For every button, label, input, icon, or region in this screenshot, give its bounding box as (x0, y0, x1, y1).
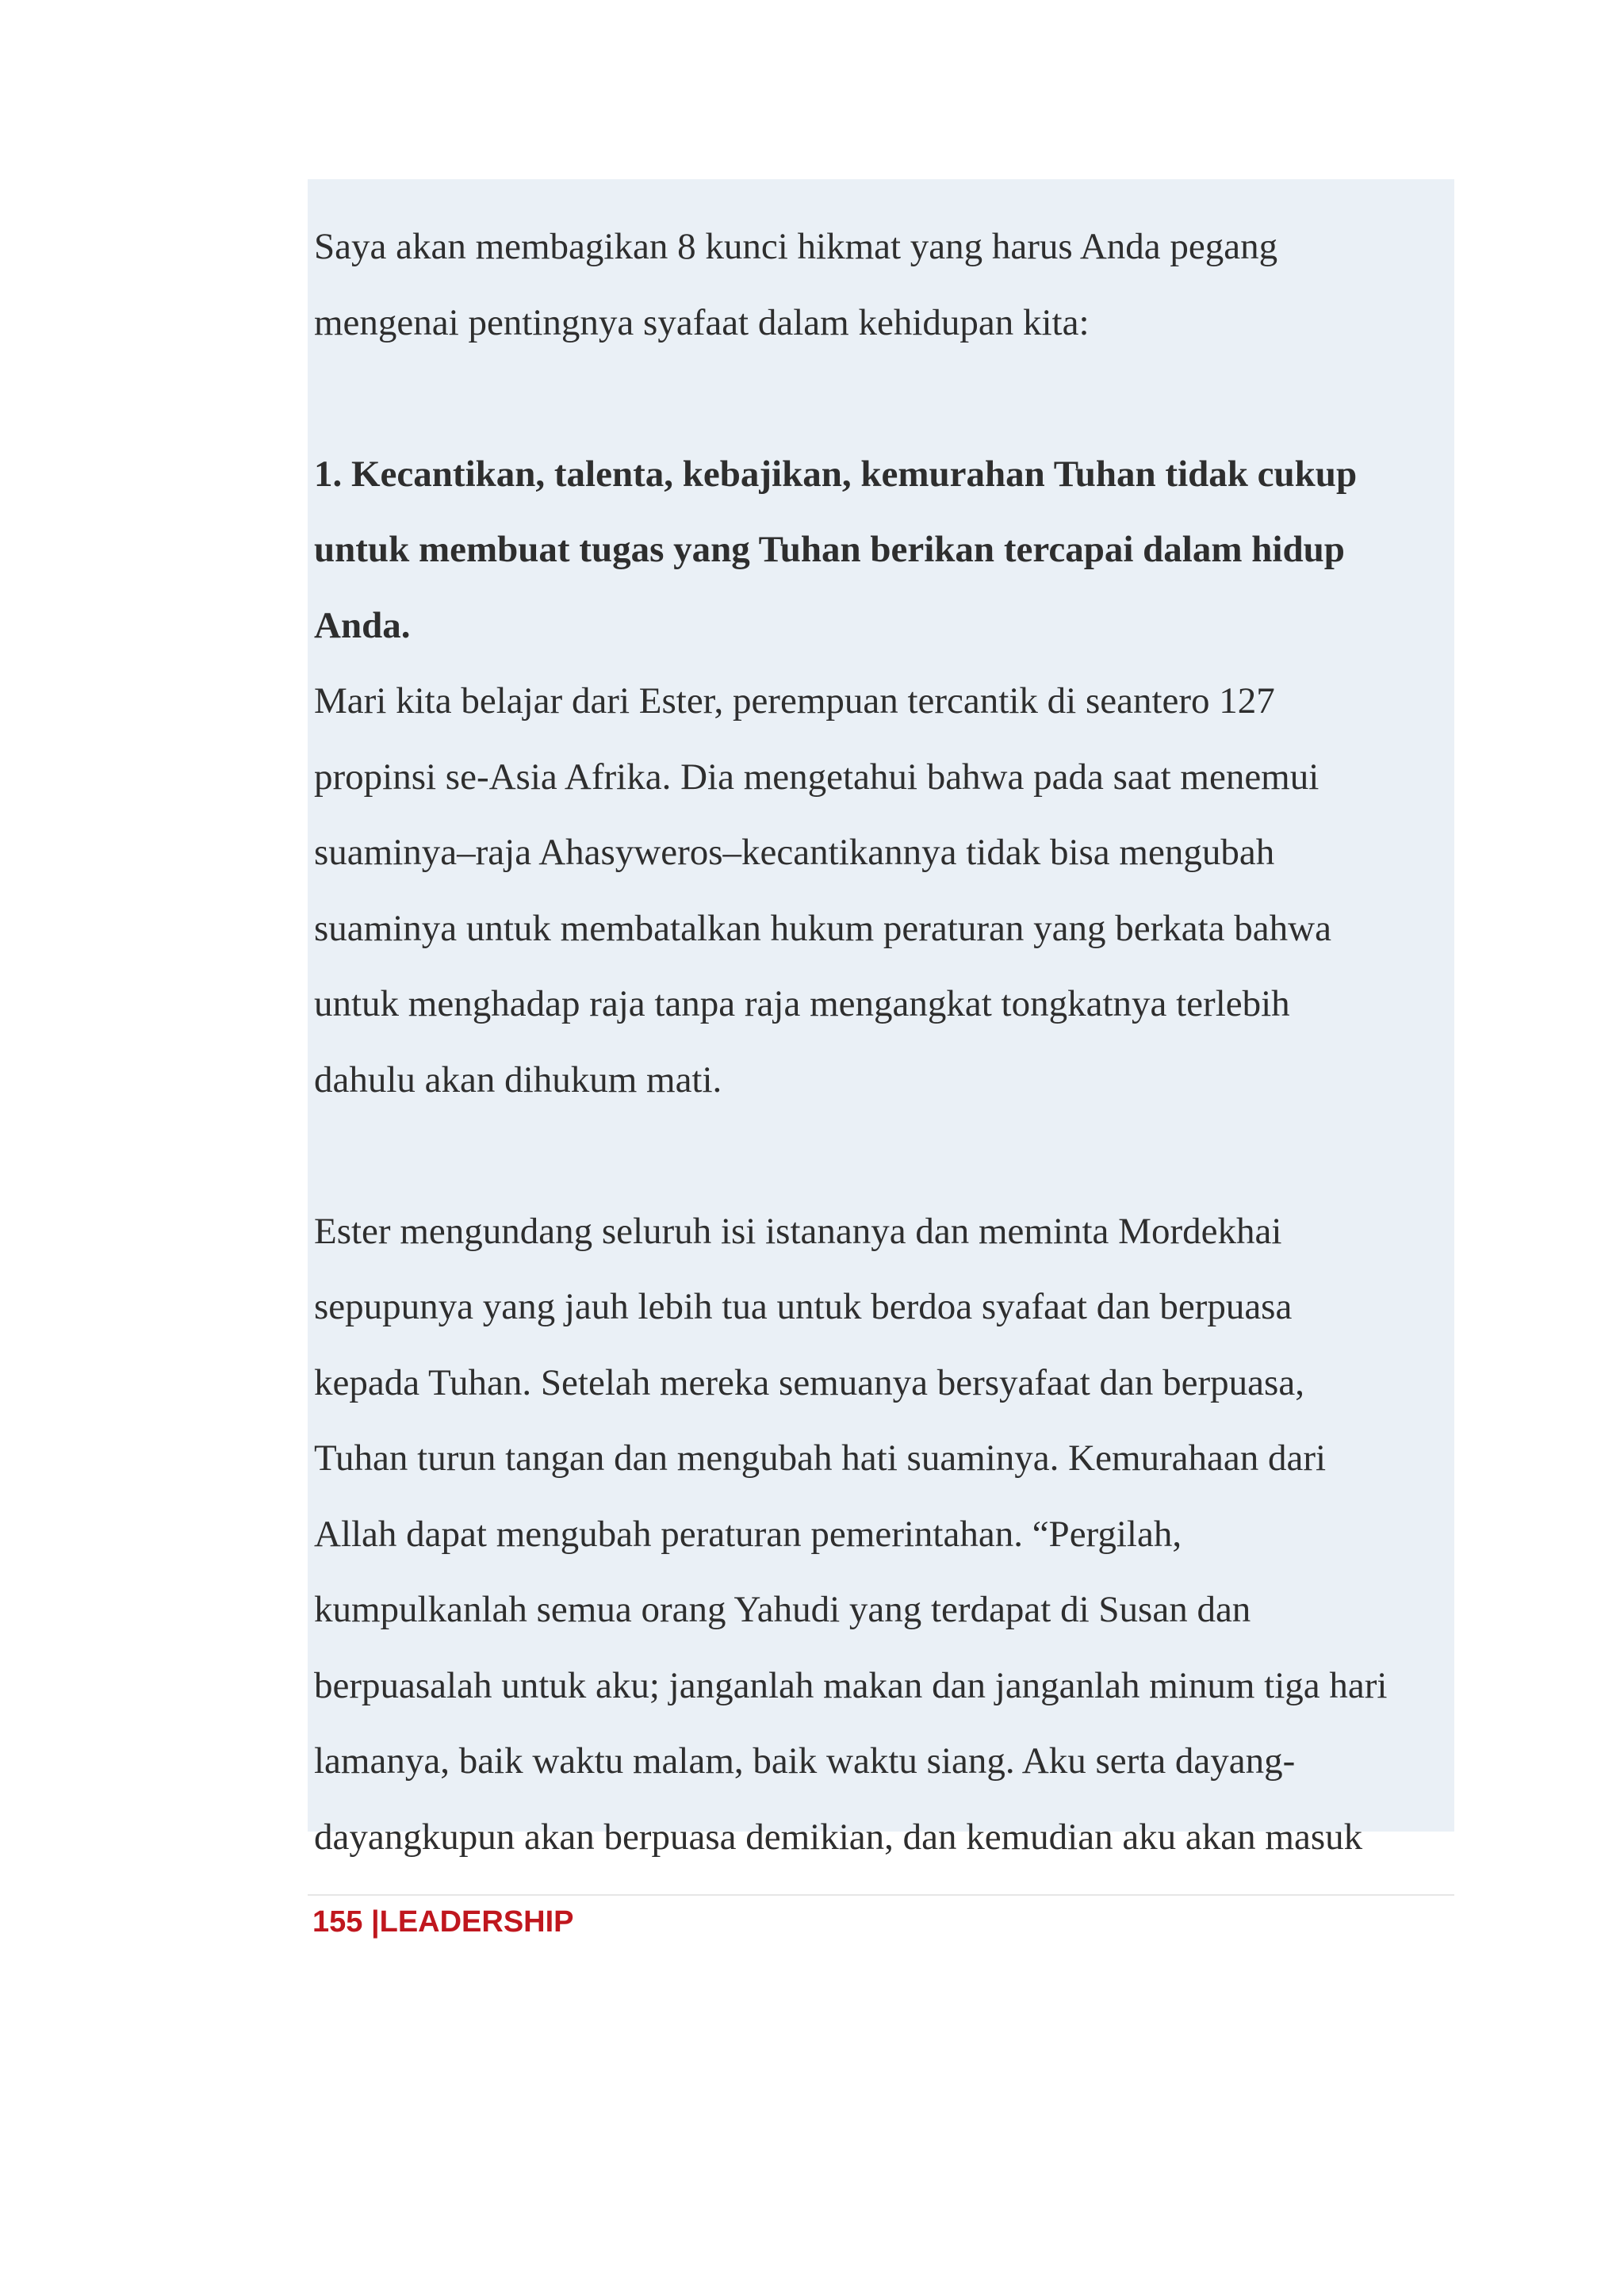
paragraph-line: dahulu akan dihukum mati. (314, 1058, 722, 1101)
paragraph-line: kepada Tuhan. Setelah mereka semuanya bersyafaat dan berpuasa, (314, 1361, 1304, 1403)
text-content-block (308, 179, 1454, 1858)
paragraph-line: Mari kita belajar dari Ester, perempuan tercantik di seantero 127 (314, 680, 1275, 722)
footer-divider (308, 1894, 1454, 1896)
paragraph-line: suaminya–raja Ahasyweros–kecantikannya tidak bisa mengubah (314, 832, 1275, 873)
paragraph-line: suaminya untuk membatalkan hukum peraturan yang berkata bahwa (314, 907, 1331, 949)
footer-section-title: LEADERSHIP (379, 1905, 574, 1939)
paragraph-line: propinsi se-Asia Afrika. Dia mengetahui bahwa pada saat menemui (314, 756, 1320, 798)
page-number: 155 (312, 1905, 363, 1939)
paragraph-line: Ester mengundang seluruh isi istananya dan meminta Mordekhai (314, 1210, 1282, 1252)
paragraph-line: kumpulkanlah semua orang Yahudi yang terdapat di Susan dan (314, 1589, 1251, 1630)
intro-line: Saya akan membagikan 8 kunci hikmat yang harus Anda pegang (314, 226, 1278, 267)
paragraph-line: Tuhan turun tangan dan mengubah hati suaminya. Kemurahaan dari (314, 1437, 1327, 1479)
paragraph-gap (314, 361, 1448, 437)
footer-separator: | (370, 1905, 380, 1939)
paragraph-line: lamanya, baik waktu malam, baik waktu siang. Aku serta dayang- (314, 1740, 1296, 1782)
paragraph-gap (314, 1118, 1448, 1194)
paragraph-line: berpuasalah untuk aku; janganlah makan dan janganlah minum tiga hari (314, 1664, 1388, 1706)
paragraph-line: Allah dapat mengubah peraturan pemerintahan. “Pergilah, (314, 1513, 1182, 1555)
paragraph-line: dayangkupun akan berpuasa demikian, dan kemudian aku akan masuk (314, 1816, 1363, 1858)
paragraph-line: sepupunya yang jauh lebih tua untuk berdoa syafaat dan berpuasa (314, 1286, 1293, 1327)
point-heading-line: untuk membuat tugas yang Tuhan berikan tercapai dalam hidup (314, 529, 1345, 570)
paragraph-line: untuk menghadap raja tanpa raja mengangkat tongkatnya terlebih (314, 983, 1290, 1024)
point-heading-line: Anda. (314, 604, 411, 646)
intro-line: mengenai pentingnya syafaat dalam kehidupan kita: (314, 301, 1090, 343)
point-heading-line: 1. Kecantikan, talenta, kebajikan, kemurahan Tuhan tidak cukup (314, 453, 1358, 495)
page-footer (312, 1901, 574, 1943)
